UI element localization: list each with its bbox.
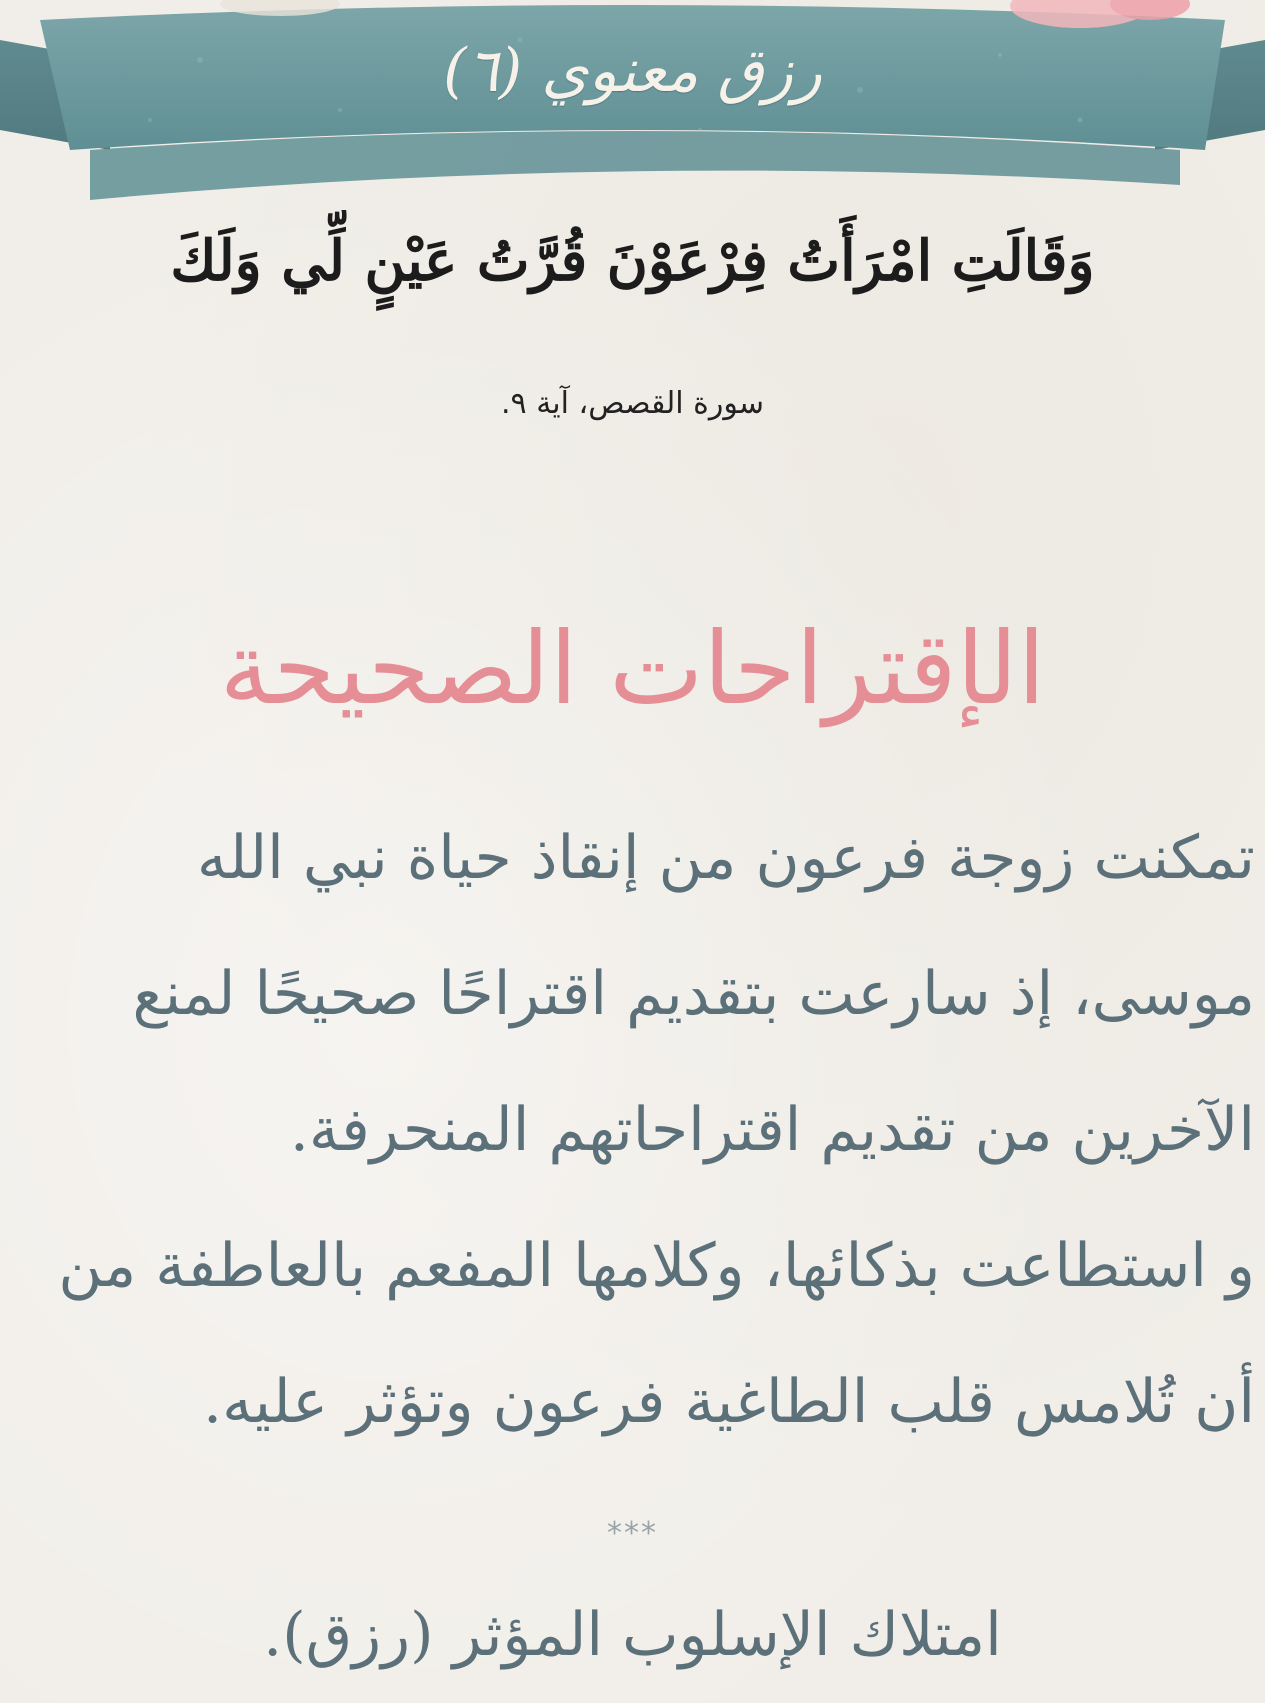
body-line-2: موسى، إذ سارعت بتقديم اقتراحًا صحيحًا لمنع <box>132 959 1255 1029</box>
title-banner <box>0 0 1265 215</box>
body-line-4: و استطاعت بذكائها، وكلامها المفعم بالعاطفة من <box>58 1231 1255 1301</box>
body-line-3: الآخرين من تقديم اقتراحاتهم المنحرفة. <box>289 1095 1255 1165</box>
separator-stars: *** <box>607 1516 658 1551</box>
verse-reference: سورة القصص، آية ٩. <box>501 386 764 421</box>
body-line-5: أن تُلامس قلب الطاغية فرعون وتؤثر عليه. <box>203 1367 1255 1437</box>
section-heading: الإقتراحات الصحيحة <box>219 610 1046 727</box>
body-paragraph <box>10 790 1255 1470</box>
body-line-1: تمكنت زوجة فرعون من إنقاذ حياة نبي الله <box>196 823 1255 893</box>
banner-title: رزق معنوي (٦) <box>443 36 822 106</box>
footer-line: امتلاك الإسلوب المؤثر (رزق). <box>263 1600 1002 1670</box>
ribbon-graphic <box>0 0 1265 215</box>
quran-verse: وَقَالَتِ امْرَأَتُ فِرْعَوْنَ قُرَّتُ عَيْنٍ لِّي وَلَكَ <box>170 228 1095 294</box>
